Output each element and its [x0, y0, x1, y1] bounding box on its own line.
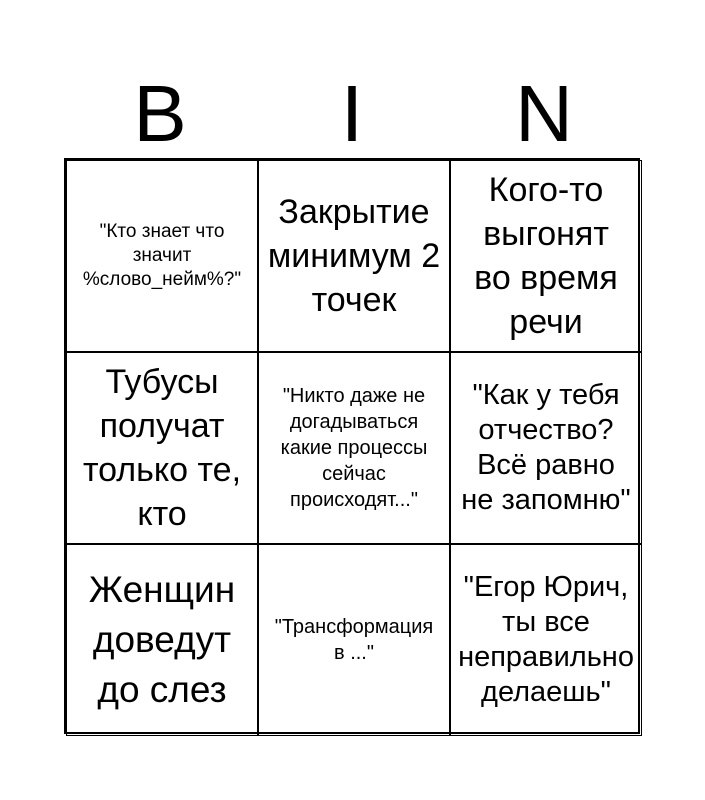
bingo-cell-r1c1[interactable] — [66, 160, 258, 352]
header-letter-b: B — [133, 69, 187, 158]
bingo-cell-r3c1[interactable] — [66, 544, 258, 736]
bingo-header — [64, 70, 640, 158]
bingo-cell-r3c3[interactable] — [450, 544, 642, 736]
bingo-cell-r3c2[interactable] — [258, 544, 450, 736]
bingo-cell-r1c3[interactable] — [450, 160, 642, 352]
header-letter-n: N — [515, 69, 573, 158]
bingo-cell-text: "Трансформация в ..." — [274, 616, 434, 664]
bingo-cell-r1c2[interactable] — [258, 160, 450, 352]
bingo-cell-text: "Никто даже не догадываться какие процессы сейчас происходят..." — [280, 385, 428, 511]
bingo-cell-r2c2[interactable] — [258, 352, 450, 544]
bingo-cell-r2c1[interactable] — [66, 352, 258, 544]
bingo-cell-text: "Егор Юрич, ты все неправильно делаешь" — [458, 571, 634, 708]
bingo-cell-text: Кого-то выгонят во время речи — [474, 170, 618, 342]
bingo-cell-text: Закрытие минимум 2 точек — [267, 192, 441, 320]
bingo-cell-text: "Кто знает что значит %слово_нейм%?" — [82, 221, 242, 290]
bingo-board — [64, 158, 640, 734]
bingo-cell-text: Тубусы получат только те, кто — [82, 362, 242, 534]
bingo-cell-r2c3[interactable] — [450, 352, 642, 544]
bingo-cell-text: "Как у тебя отчество? Всё равно не запомню" — [461, 379, 631, 516]
bingo-cell-text: Женщин доведут до слез — [88, 569, 236, 710]
header-letter-i: I — [340, 69, 364, 158]
